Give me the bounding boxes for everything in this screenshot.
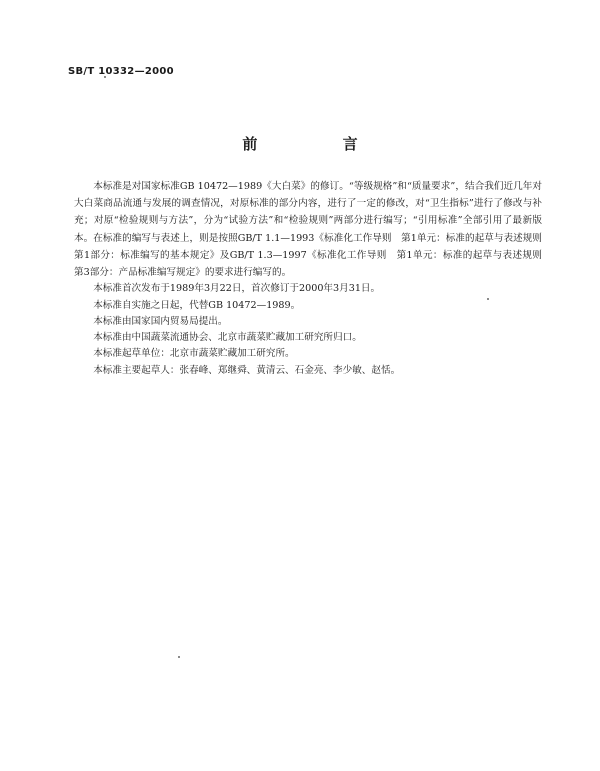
scan-speck: [178, 656, 180, 658]
paragraph-revision-summary: 本标准是对国家标准GB 10472—1989《大白菜》的修订。“等级规格”和“质量要求”，结合我们近几年对大白菜商品流通与发展的调查情况，对原标准的部分内容，进行了一定的修改，对“卫生指标”进行了修改与补充；对原“检验规则与方法”，分为“试验方法”和“检验规则”两部分进行编写；“引用标准”全部引用了最新版本。在标准的编写与表述上，则是按照GB/T 1.1—1993《标准化工作导则 第1单元：标准的起草与表述规则 第1部分：标准编写的基本规定》及GB/T 1.3—1997《标准化工作导则 第1单元：标准的起草与表述规则 第3部分：产品标准编写规定》的要求进行编写的。: [74, 181, 552, 279]
scan-speck: [487, 298, 489, 300]
paragraph-responsible-unit: 本标准由中国蔬菜流通协会、北京市蔬菜贮藏加工研究所归口。: [93, 332, 362, 344]
foreword-body: [74, 178, 552, 379]
paragraph-drafters: 本标准主要起草人：张春峰、郑继舜、黄清云、石金亮、李少敏、赵恬。: [93, 364, 401, 376]
paragraph-publication-dates: 本标准首次发布于1989年3月22日，首次修订于2000年3月31日。: [93, 283, 381, 295]
paragraph-proposer: 本标准由国家国内贸易局提出。: [93, 315, 228, 327]
page-title: 前 言: [242, 135, 398, 153]
paragraph-drafting-unit: 本标准起草单位：北京市蔬菜贮藏加工研究所。: [93, 348, 295, 360]
standard-code: SB/T 10332—2000: [68, 66, 174, 77]
paragraph-replacement: 本标准自实施之日起，代替GB 10472—1989。: [93, 299, 301, 311]
